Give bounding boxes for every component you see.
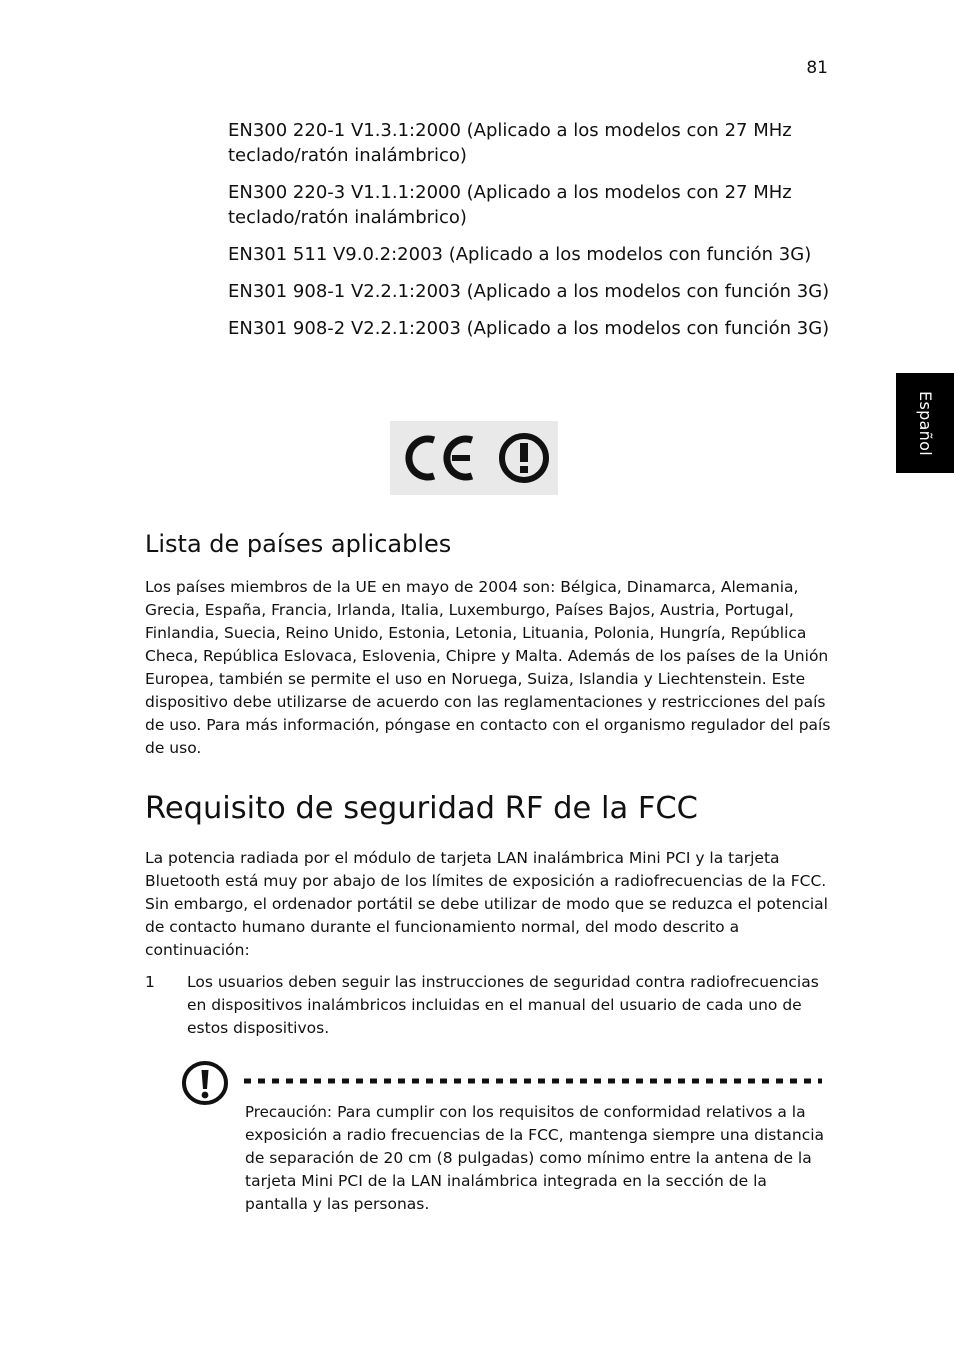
standard-item: EN300 220-1 V1.3.1:2000 (Aplicado a los modelos con 27 MHz teclado/ratón inalámbrico) <box>228 120 792 166</box>
caution-note <box>245 1101 830 1216</box>
language-side-tab <box>896 373 954 473</box>
list-item <box>145 971 835 1040</box>
caution-text: Para cumplir con los requisitos de conformidad relativos a la exposición a radio frecuencias de la FCC, mantenga siempre una distancia de separación de 20 cm (8 pulgadas) como mínimo entre la antena de la tarjeta Mini PCI de la LAN inalámbrica integrada en la sección de la pantalla y las personas. <box>245 1103 825 1213</box>
standards-list <box>228 118 833 353</box>
standard-item: EN301 511 V9.0.2:2003 (Aplicado a los modelos con función 3G) <box>228 244 812 265</box>
standard-item: EN300 220-3 V1.1.1:2000 (Aplicado a los modelos con 27 MHz teclado/ratón inalámbrico) <box>228 182 792 228</box>
fcc-heading: Requisito de seguridad RF de la FCC <box>145 791 698 826</box>
caution-label: Precaución <box>245 1103 327 1121</box>
countries-paragraph: Los países miembros de la UE en mayo de 2004 son: Bélgica, Dinamarca, Alemania, Grecia, España, Francia, Irlanda, Italia, Luxemburgo, Países Bajos, Austria, Portugal, Finlandia, Suecia, Reino Unido, Estonia, Letonia, Lituania, Polonia, Hungría, República Checa, República Eslovaca, Eslovenia, Chipre y Malta. Además de los países de la Unión Europea, también se permite el uso en Noruega, Suiza, Islandia y Liechtenstein. Este dispositivo debe utilizarse de acuerdo con las reglamentaciones y restricciones del país de uso. Para más información, póngase en contacto con el organismo regulador del país de uso. <box>145 578 831 757</box>
countries-heading: Lista de países aplicables <box>145 530 452 558</box>
standard-item: EN301 908-1 V2.2.1:2003 (Aplicado a los modelos con función 3G) <box>228 281 830 302</box>
language-side-tab-label: Español <box>915 390 935 456</box>
ce-alert-mark-icon <box>390 421 558 495</box>
list-item-text: Los usuarios deben seguir las instrucciones de seguridad contra radiofrecuencias en dispositivos inalámbricos incluidas en el manual del usuario de cada uno de estos dispositivos. <box>187 973 819 1037</box>
standard-item: EN301 908-2 V2.2.1:2003 (Aplicado a los modelos con función 3G) <box>228 318 830 339</box>
caution-separator: : <box>326 1103 333 1121</box>
warning-icon <box>181 1060 229 1106</box>
caution-dotted-divider <box>242 1077 824 1085</box>
page-number: 81 <box>806 58 828 78</box>
list-item-number: 1 <box>145 973 155 991</box>
fcc-intro-paragraph: La potencia radiada por el módulo de tarjeta LAN inalámbrica Mini PCI y la tarjeta Bluetooth está muy por abajo de los límites de exposición a radiofrecuencias de la FCC. Sin embargo, el ordenador portátil se debe utilizar de modo que se reduzca el potencial de contacto humano durante el funcionamiento normal, del modo descrito a continuación: <box>145 849 828 959</box>
